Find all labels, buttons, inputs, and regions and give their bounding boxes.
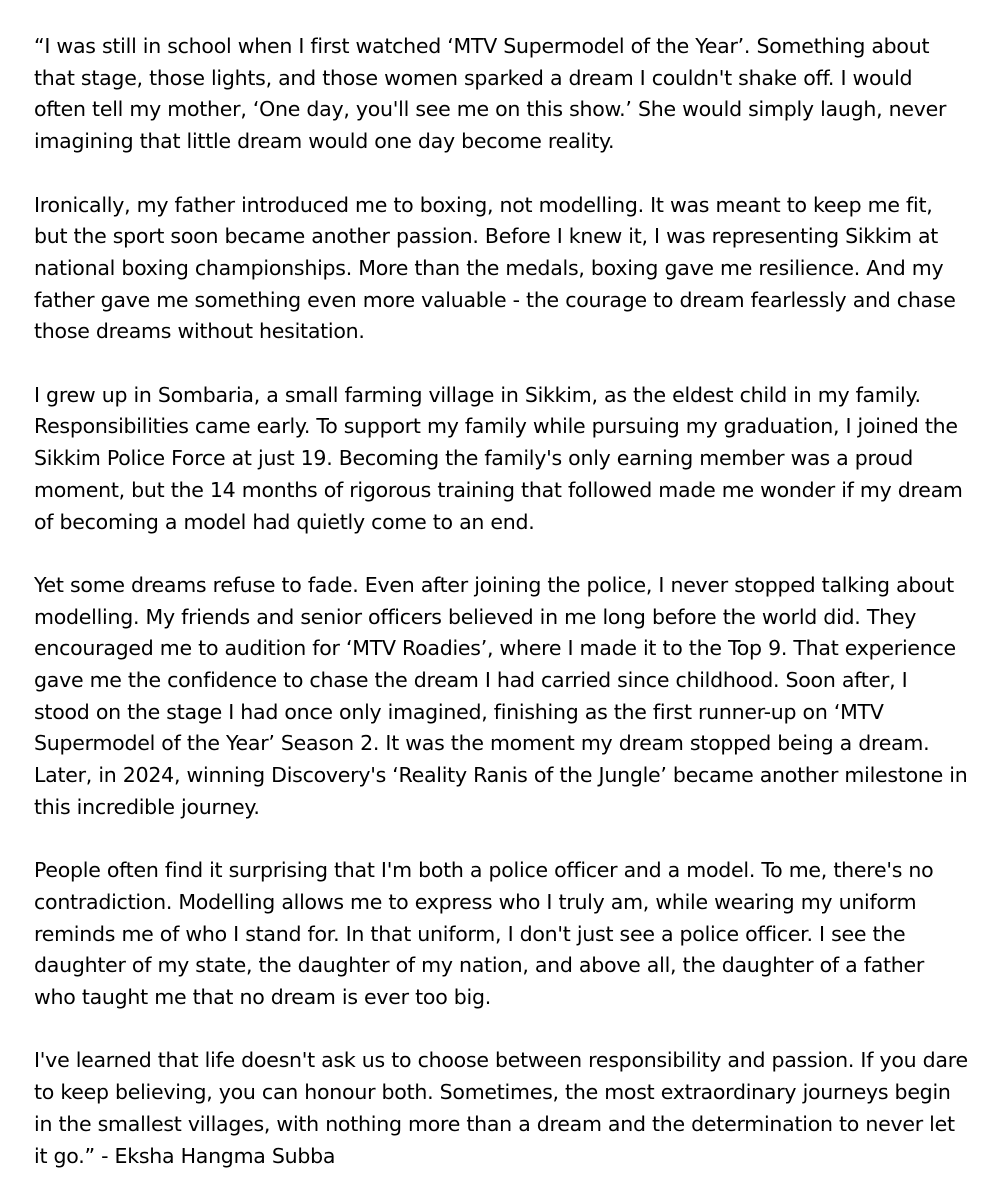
quote-document xyxy=(34,31,969,1172)
paragraph-police-force: I grew up in Sombaria, a small farming village in Sikkim, as the eldest child in my family. Responsibilities came early. To support my family while pursuing my graduation, I joined the Sikkim Police Force at just 19. Becoming the family's only earning member was a proud moment, but the 14 months of rigorous training that followed made me wonder if my dream of becoming a model had quietly come to an end. xyxy=(34,382,963,534)
paragraph-officer-and-model: People often find it surprising that I'm both a police officer and a model. To me, there's no contradiction. Modelling allows me to express who I truly am, while wearing my uniform reminds me of who I stand for. In that uniform, I don't just see a police officer. I see the daughter of my state, the daughter of my nation, and above all, the daughter of a father who taught me that no dream is ever too big. xyxy=(34,858,934,1010)
paragraph-boxing: Ironically, my father introduced me to boxing, not modelling. It was meant to keep me fit, but the sport soon became another passion. Before I knew it, I was representing Sikkim at national boxing championships. More than the medals, boxing gave me resilience. And my father gave me something even more valuable - the courage to dream fearlessly and chase those dreams without hesitation. xyxy=(34,192,956,344)
paragraph-closing-attribution: I've learned that life doesn't ask us to choose between responsibility and passion. If you dare to keep believing, you can honour both. Sometimes, the most extraordinary journeys begin in the smallest villages, with nothing more than a dream and the determination to never let it go.” - Eksha Hangma Subba xyxy=(34,1048,968,1168)
paragraph-school-dream: “I was still in school when I first watched ‘MTV Supermodel of the Year’. Something about that stage, those lights, and those women sparked a dream I couldn't shake off. I would often tell my mother, ‘One day, you'll see me on this show.’ She would simply laugh, never imagining that little dream would one day become reality. xyxy=(34,34,947,154)
paragraph-modelling-journey: Yet some dreams refuse to fade. Even after joining the police, I never stopped talking about modelling. My friends and senior officers believed in me long before the world did. They encouraged me to audition for ‘MTV Roadies’, where I made it to the Top 9. That experience gave me the confidence to chase the dream I had carried since childhood. Soon after, I stood on the stage I had once only imagined, finishing as the first runner-up on ‘MTV Supermodel of the Year’ Season 2. It was the moment my dream stopped being a dream. Later, in 2024, winning Discovery's ‘Reality Ranis of the Jungle’ became another milestone in this incredible journey. xyxy=(34,572,968,819)
